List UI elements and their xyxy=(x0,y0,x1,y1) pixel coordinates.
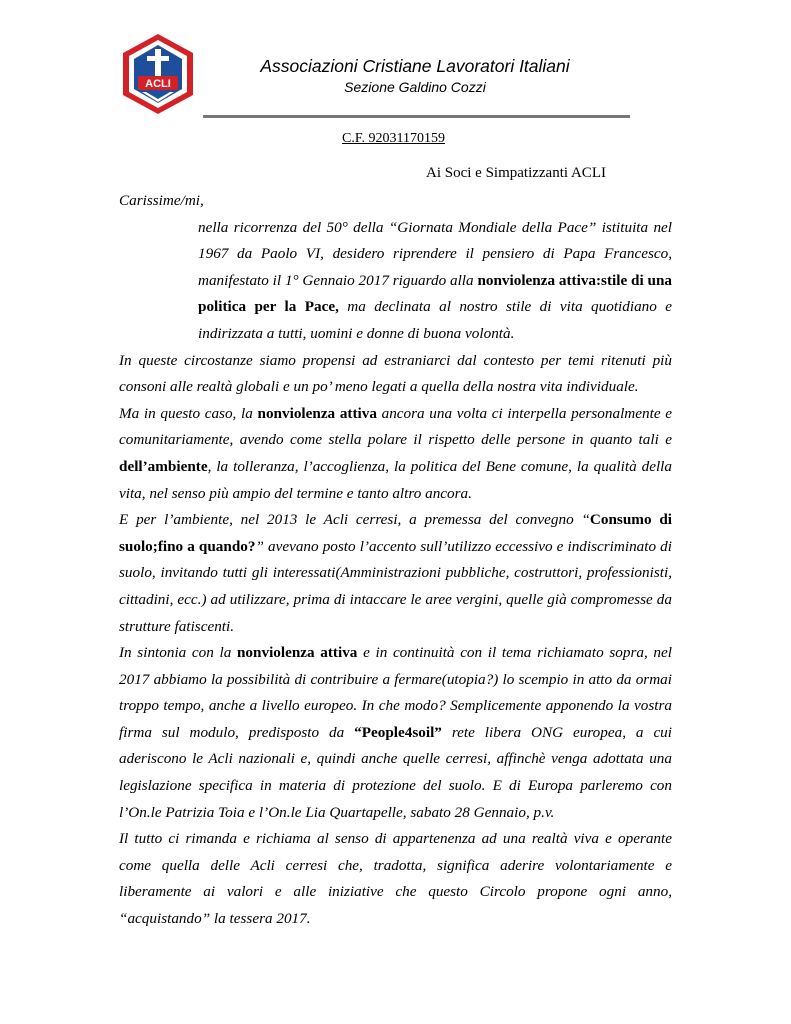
recipient-line: Ai Soci e Simpatizzanti ACLI xyxy=(426,165,606,181)
emphasis-people4soil: “People4soil” xyxy=(354,723,442,741)
organization-name: Associazioni Cristiane Lavoratori Italiani xyxy=(260,56,570,76)
emphasis-consumo-suolo: Consumo di suolo;fino a quando? xyxy=(119,511,672,555)
paragraph-4: E per l’ambiente, nel 2013 le Acli cerresi, a premessa del convegno “Consumo di suolo;fino a quando?” avevano posto l’accento sull’utilizzo eccessivo e indiscriminato di suolo, invitando tutti gli interessati(Amministrazioni pubbliche, costruttori, professionisti, cittadini, ecc.) ad utilizzare, prima di intaccare le aree vergini, quelle già compromesse da strutture fatiscenti. xyxy=(119,511,672,635)
emphasis-ambiente: dell’ambiente xyxy=(119,457,208,475)
logo-text: ACLI xyxy=(145,78,171,90)
emphasis-nonviolenza-stile: nonviolenza attiva:stile di una politica per la Pace, xyxy=(198,271,672,316)
acli-logo xyxy=(120,32,196,116)
emphasis-nonviolenza-2: nonviolenza attiva xyxy=(236,644,358,662)
emphasis-nonviolenza: nonviolenza attiva xyxy=(257,404,377,422)
paragraph-1: nella ricorrenza del 50° della “Giornata Mondiale della Pace” istituita nel 1967 da Paolo VI, desidero riprendere il pensiero di Papa Francesco, manifestato il 1° Gennaio 2017 riguardo alla nonviolenza attiva:stile di una politica per la Pace, ma declinata al nostro stile di vita quotidiano e indirizzata a tutti, uomini e donne di buona volontà. xyxy=(198,218,672,342)
fiscal-code: C.F. 92031170159 xyxy=(342,131,445,146)
paragraph-6: Il tutto ci rimanda e richiama al senso di appartenenza ad una realtà viva e operante come quella delle Acli cerresi che, tradotta, significa aderire volontariamente e liberamente ai valori e alle iniziative che questo Circolo propone ogni anno, “acquistando” la tessera 2017. xyxy=(119,830,672,928)
letter-body xyxy=(119,188,672,933)
salutation: Carissime/mi, xyxy=(119,192,204,209)
section-name: Sezione Galdino Cozzi xyxy=(344,79,486,95)
paragraph-3: Ma in questo caso, la nonviolenza attiva ancora una volta ci interpella personalmente e comunitariamente, avendo come stella polare il rispetto delle persone in quanto tali e dell’ambiente, la tolleranza, l’accoglienza, la politica del Bene comune, la qualità della vita, nel senso più ampio del termine e tanto altro ancora. xyxy=(119,404,672,502)
paragraph-2: In queste circostanze siamo propensi ad estraniarci dal contesto per temi ritenuti più consoni alle realtà globali e un po’ meno legati a quella della nostra vita individuale. xyxy=(119,351,672,396)
header-divider xyxy=(203,115,630,118)
paragraph-5: In sintonia con la nonviolenza attiva e in continuità con il tema richiamato sopra, nel 2017 abbiamo la possibilità di contribuire a fermare(utopia?) lo scempio in atto da ormai troppo tempo, anche a livello europeo. In che modo? Semplicemente apponendo la vostra firma sul modulo, predisposto da “People4soil” rete libera ONG europea, a cui aderiscono le Acli nazionali e, quindi anche quelle cerresi, affinchè venga adottata una legislazione specifica in materia di protezione del suolo. E di Europa parleremo con l’On.le Patrizia Toia e l’On.le Lia Quartapelle, sabato 28 Gennaio, p.v. xyxy=(119,644,672,821)
